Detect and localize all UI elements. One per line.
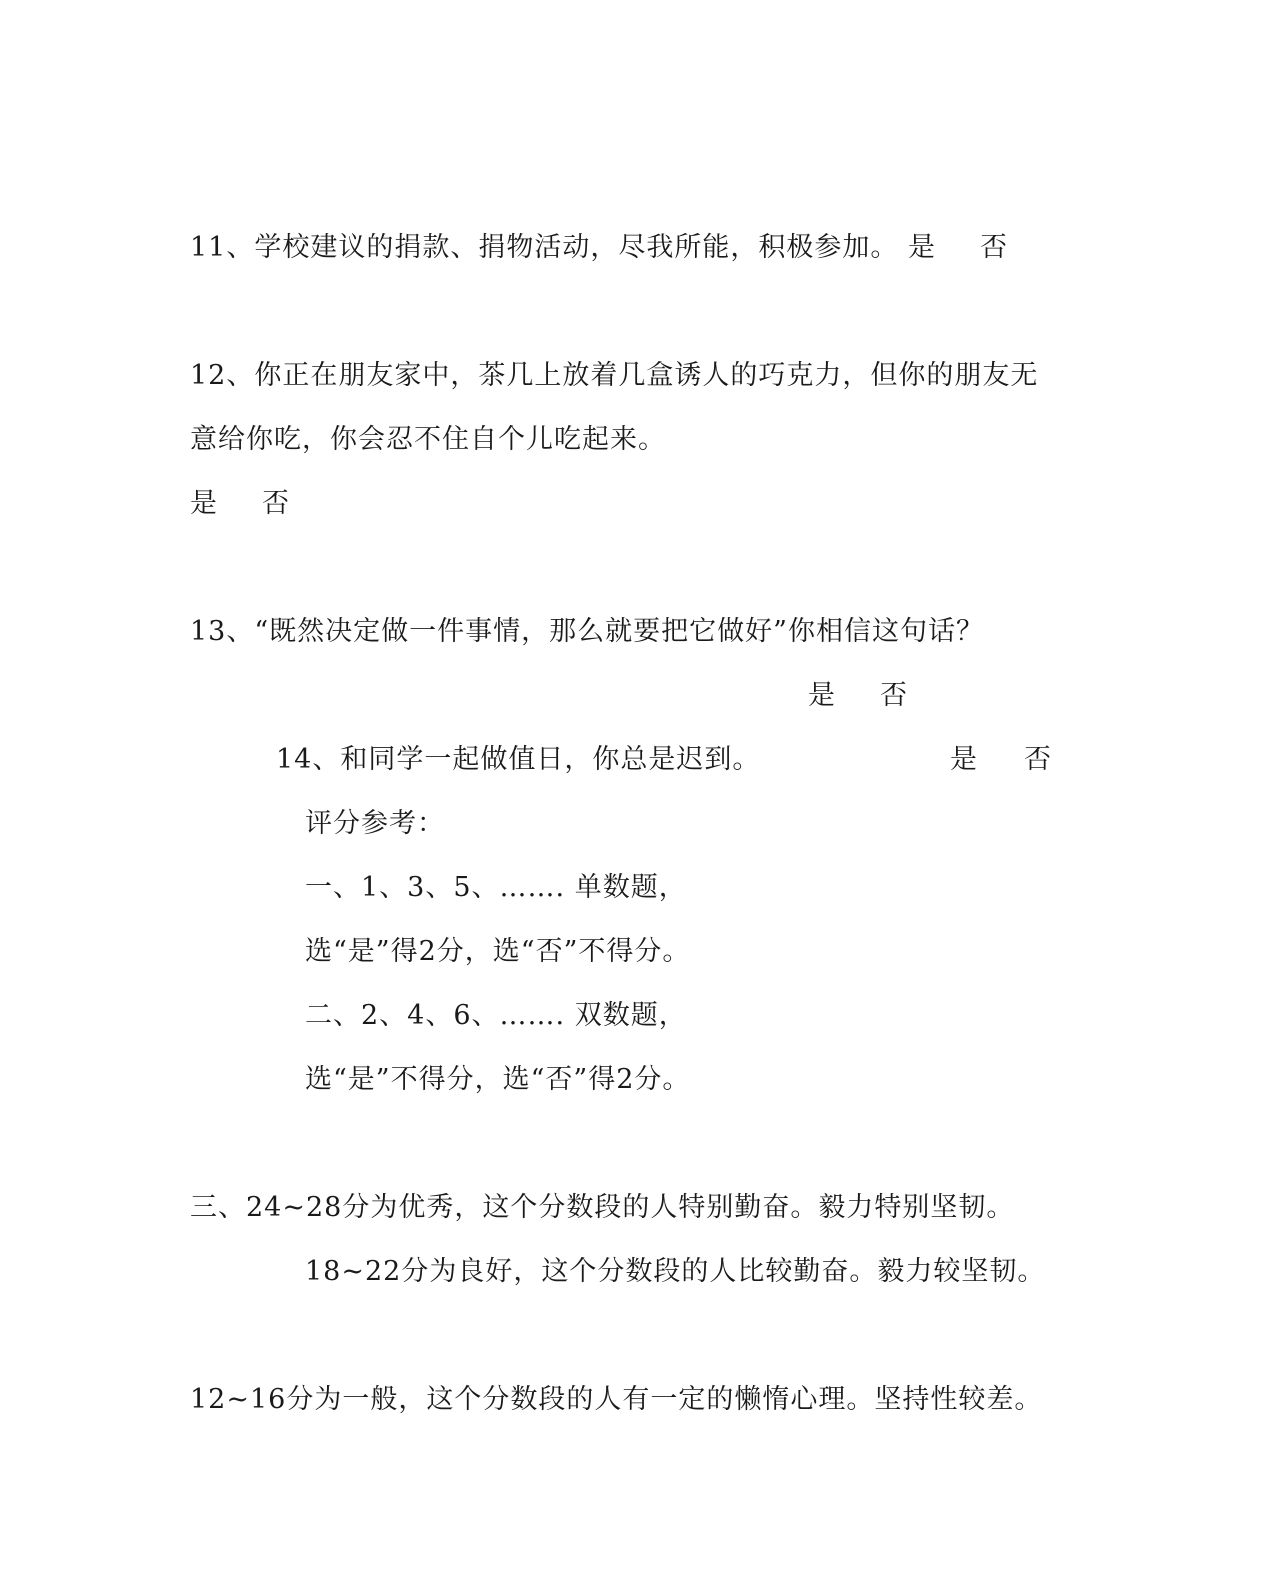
question-13-yes-option: 是 — [808, 680, 835, 711]
question-14-text: 14、和同学一起做值日，你总是迟到。 — [276, 744, 761, 775]
question-14-no-option: 否 — [1024, 744, 1051, 775]
question-11-text: 11、学校建议的捐款、捐物活动，尽我所能，积极参加。 — [190, 232, 899, 263]
question-13-no-option: 否 — [880, 680, 907, 711]
scoring-even-rule: 选“是”不得分，选“否”得2分。 — [305, 1064, 691, 1095]
question-12-text-line-2: 意给你吃，你会忍不住自个儿吃起来。 — [190, 424, 666, 455]
scoring-odd-heading: 一、1、3、5、……. 单数题， — [305, 872, 687, 903]
score-level-excellent: 三、24~28分为优秀，这个分数段的人特别勤奋。毅力特别坚韧。 — [190, 1192, 1015, 1223]
question-11-yes-option: 是 — [908, 232, 935, 263]
question-14-yes-option: 是 — [950, 744, 977, 775]
scoring-odd-rule: 选“是”得2分，选“否”不得分。 — [305, 936, 691, 967]
scoring-even-heading: 二、2、4、6、……. 双数题， — [305, 1000, 687, 1031]
score-level-good: 18~22分为良好，这个分数段的人比较勤奋。毅力较坚韧。 — [305, 1256, 1046, 1287]
question-12-text-line-1: 12、你正在朋友家中，茶几上放着几盒诱人的巧克力，但你的朋友无 — [190, 360, 1039, 391]
question-13-text: 13、“既然决定做一件事情，那么就要把它做好”你相信这句话？ — [190, 616, 984, 647]
question-12-yes-option: 是 — [190, 488, 217, 519]
score-level-average: 12~16分为一般，这个分数段的人有一定的懒惰心理。坚持性较差。 — [190, 1384, 1043, 1415]
question-12-no-option: 否 — [262, 488, 289, 519]
question-11-no-option: 否 — [980, 232, 1007, 263]
scoring-title: 评分参考： — [305, 808, 445, 839]
